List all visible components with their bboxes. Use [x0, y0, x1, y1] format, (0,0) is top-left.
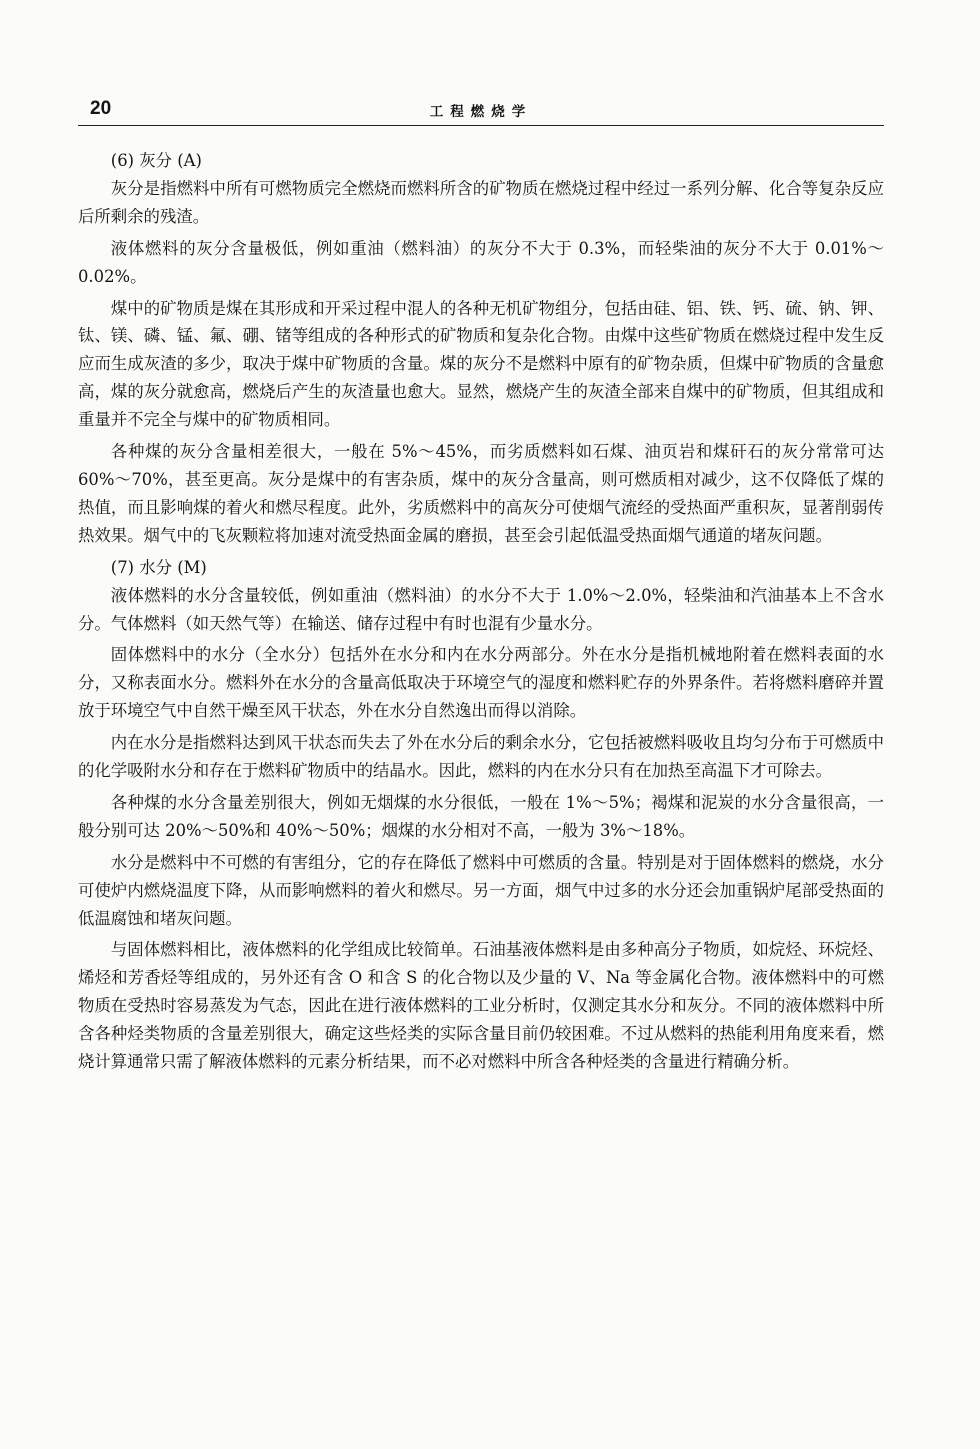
page-number: 20: [90, 98, 112, 119]
paragraph: 液体燃料的灰分含量极低，例如重油（燃料油）的灰分不大于 0.3%，而轻柴油的灰分不大于 0.01%～0.02%。: [78, 238, 884, 286]
paragraph: 各种煤的灰分含量相差很大，一般在 5%～45%，而劣质燃料如石煤、油页岩和煤矸石的灰分常常可达 60%～70%，甚至更高。灰分是煤中的有害杂质，煤中的灰分含量高，则可燃质相对减少，这不仅降低了煤的热值，而且影响煤的着火和燃尽程度。此外，劣质燃料中的高灰分可使烟气流经的受热面严重积灰，显著削弱传热效果。烟气中的飞灰颗粒将加速对流受热面金属的磨损，甚至会引起低温受热面烟气通道的堵灰问题。: [78, 442, 884, 545]
paragraph: 各种煤的水分含量差别很大，例如无烟煤的水分很低，一般在 1%～5%；褐煤和泥炭的水分含量很高，一般分别可达 20%～50%和 40%～50%；烟煤的水分相对不高，一般为 3%～18%。: [78, 792, 884, 840]
section-heading-ash: (6) 灰分 (A): [110, 151, 202, 170]
page-header: [78, 96, 884, 126]
paragraph: 液体燃料的水分含量较低，例如重油（燃料油）的水分不大于 1.0%～2.0%，轻柴油和汽油基本上不含水分。气体燃料（如天然气等）在输送、储存过程中有时也混有少量水分。: [78, 585, 884, 633]
paragraph: 内在水分是指燃料达到风干状态而失去了外在水分后的剩余水分，它包括被燃料吸收且均匀分布于可燃质中的化学吸附水分和存在于燃料矿物质中的结晶水。因此，燃料的内在水分只有在加热至高温下才可除去。: [78, 733, 884, 781]
body-text: [78, 147, 884, 1076]
running-title: 工程燃烧学: [429, 104, 533, 120]
paragraph: 与固体燃料相比，液体燃料的化学组成比较简单。石油基液体燃料是由多种高分子物质，如烷烃、环烷烃、烯烃和芳香烃等组成的，另外还有含 O 和含 S 的化合物以及少量的 V、Na 等金属化合物。液体燃料中的可燃物质在受热时容易蒸发为气态，因此在进行液体燃料的工业分析时，仅测定其水分和灰分。不同的液体燃料中所含各种烃类物质的含量差别很大，确定这些烃类的实际含量目前仍较困难。不过从燃料的热能利用角度来看，燃烧计算通常只需了解液体燃料的元素分析结果，而不必对燃料中所含各种烃类的含量进行精确分析。: [78, 940, 884, 1072]
paragraph: 固体燃料中的水分（全水分）包括外在水分和内在水分两部分。外在水分是指机械地附着在燃料表面的水分，又称表面水分。燃料外在水分的含量高低取决于环境空气的湿度和燃料贮存的外界条件。若将燃料磨碎并置放于环境空气中自然干燥至风干状态，外在水分自然逸出而得以消除。: [78, 645, 884, 721]
section-heading-moisture: (7) 水分 (M): [110, 557, 207, 577]
header-rule: [78, 125, 884, 126]
paragraph: 水分是燃料中不可燃的有害组分，它的存在降低了燃料中可燃质的含量。特别是对于固体燃料的燃烧，水分可使炉内燃烧温度下降，从而影响燃料的着火和燃尽。另一方面，烟气中过多的水分还会加重锅炉尾部受热面的低温腐蚀和堵灰问题。: [78, 852, 884, 928]
paragraph: 煤中的矿物质是煤在其形成和开采过程中混人的各种无机矿物组分，包括由硅、铝、铁、钙、硫、钠、钾、钛、镁、磷、锰、氟、硼、锗等组成的各种形式的矿物质和复杂化合物。由煤中这些矿物质在燃烧过程中发生反应而生成灰渣的多少，取决于煤中矿物质的含量。煤的灰分不是燃料中原有的矿物杂质，但煤中矿物质的含量愈高，煤的灰分就愈高，燃烧后产生的灰渣量也愈大。显然，燃烧产生的灰渣全部来自煤中的矿物质，但其组成和重量并不完全与煤中的矿物质相同。: [78, 298, 884, 430]
paragraph: 灰分是指燃料中所有可燃物质完全燃烧而燃料所含的矿物质在燃烧过程中经过一系列分解、化合等复杂反应后所剩余的残渣。: [78, 178, 884, 226]
